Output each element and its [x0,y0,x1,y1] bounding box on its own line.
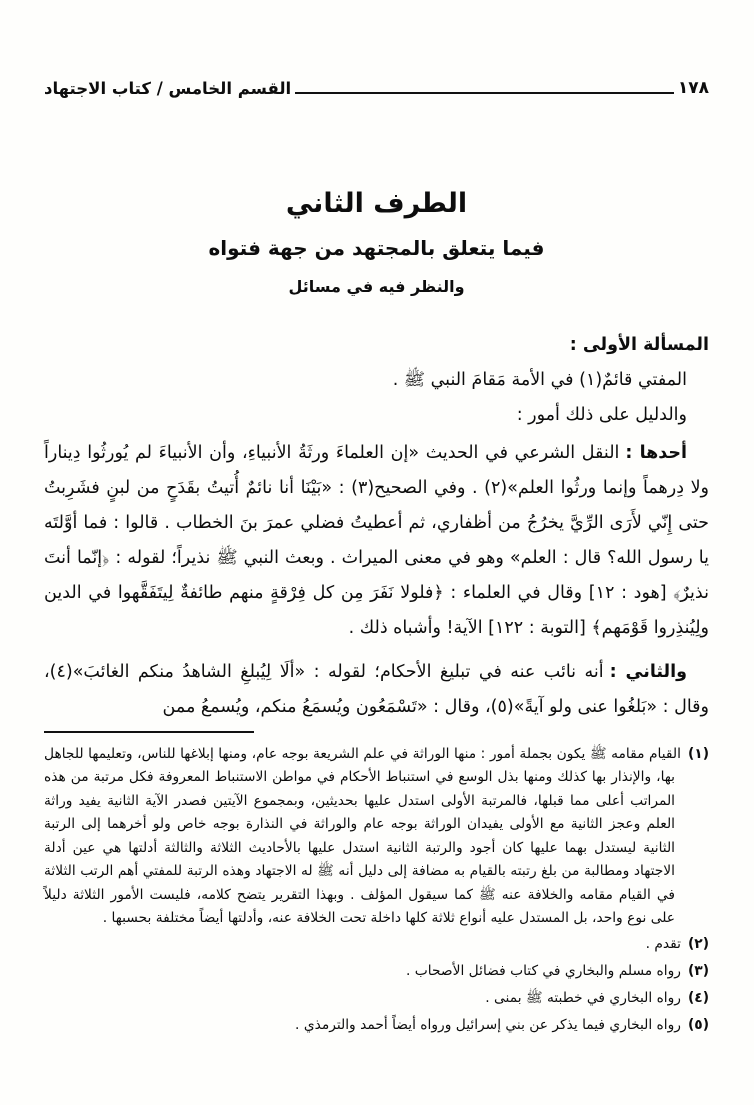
footnote-text: القيام مقامه ﷺ يكون بجملة أمور : منها الوراثة في علم الشريعة بوجه عام، ومنها إبلاغها للناس، وتعليمها للجاهل بها، والإنذار بها كذلك ومنها بذل الوسع في استنباط الأحكام في مواطن الاستنباط المعروفة فكل مرتبة من هذه المراتب أعلى مما قبلها، فالمرتبة الأولى استدل عليها بحديثين، وبمجموع الآيتين فصدر الآية الثانية يفيد وراثة العلم وعجز الثانية مع الأولى يفيدان الوراثة بوجه عام والوراثة في النذارة بوجه خاص ولو أخرهما إلى الرتبة الثانية ليستدل بهما عليها كان أجود والرتبة الثانية استدل عليها بالأحاديث الثلاثة والثالثة أدلتها هي عين أدلة الاجتهاد ومطالبة من بلغ رتبته بالقيام به مضافة إلى دليل أنه ﷺ له الاجتهاد وهذه الرتبة للمفتي أهم الرتب الثلاثة في القيام مقامه والخلافة عنه ﷺ كما سيقول المؤلف . وبهذا التقرير يتضح كلامه، فليست الأمور الثلاثة دليلاً على نوع واحد، بل المستدل عليه أنواع ثلاثة كلها داخلة تحت الخلافة عنه، وأدلتها أيضاً مختلفة بحسبها . [44,745,681,927]
body-text [44,328,709,725]
footnotes [44,743,709,1039]
section-title: القسم الخامس / كتاب الاجتهاد [44,79,292,98]
footnote-3 [44,958,709,985]
footnote-text: رواه البخاري فيما يذكر عن بني إسرائيل ورواه أيضاً أحمد والترمذي . [295,1016,681,1033]
chapter-title: الطرف الثاني [285,188,468,219]
issue-heading: المسألة الأولى : [569,334,709,355]
footnote-separator [44,731,254,733]
footnote-text: رواه البخاري في خطبته ﷺ بمنى . [485,989,681,1006]
paragraph-text: أنه نائب عنه في تبليغ الأحكام؛ لقوله : «ألَا لِيُبلغِ الشاهدُ منكم الغائبَ»(٤)، وقال : «بَلغُوا عنى ولو آيةً»(٥)، وقال : «تَسْمَعُون ويُسمَعُ منكم، ويُسمعُ ممن [44,661,709,717]
paragraph-first-proof [44,436,709,646]
paragraph-text: النقل الشرعي في الحديث «إن العلماءَ ورثَةُ الأنبياءِ، وأن الأنبياءَ لم يُورثُوا دِيناراً ولا دِرهماً وإنما ورثُوا العلم»(٢) . وفي الصحيح(٣) : «بَيْنَا أنا نائمٌ أُتيتُ بقَدَحٍ من لبنٍ فشَرِبتُ حتى إِنّي لأَرَى الرِّيَّ يخرُجُ من أظفاري، ثم أعطيتُ فضلي عمرَ بنَ الخطاب . قالوا : فما أوَّلتَه يا رسول الله؟ قال : العلم» وهو في معنى الميراث . وبعث النبي ﷺ نذيراً؛ لقوله : ﴿إنّما أنتَ نذيرٌ﴾ [هود : ١٢] وقال في العلماء : ﴿فلولا نَفَرَ مِن كل فِرْقةٍ منهم طائفةٌ لِيتَفَقَّهوا في الدين ولِيُنذِروا قَوْمَهم﴾ [التوبة : ١٢٢] الآية! وأشباه ذلك . [44,442,709,638]
running-header [44,78,709,98]
footnote-number: (١) [687,745,709,762]
footnote-number: (٥) [687,1016,709,1033]
chapter-subtitle-secondary: والنظر فيه في مسائل [288,277,465,297]
chapter-subtitle: فيما يتعلق بالمجتهد من جهة فتواه [208,236,545,261]
page-content [44,0,709,1039]
body-line-intro: المفتي قائمٌ(١) في الأمة مَقامَ النبي ﷺ . [392,369,687,390]
header-rule [295,92,674,94]
page-number: ١٧٨ [677,78,709,98]
chapter-title-block [44,186,709,298]
footnote-text: تقدم . [645,935,681,952]
footnote-5 [44,1012,709,1039]
footnote-text: رواه مسلم والبخاري في كتاب فضائل الأصحاب . [406,962,681,979]
paragraph-second-proof [44,655,709,725]
footnote-1 [44,743,709,931]
footnote-number: (٢) [687,935,709,952]
footnote-4 [44,985,709,1012]
paragraph-lead: والثاني : [609,661,687,682]
footnote-number: (٣) [687,962,709,979]
paragraph-lead: أحدها : [625,442,687,463]
body-line-evidence: والدليل على ذلك أمور : [516,404,687,425]
footnote-2 [44,931,709,958]
footnote-number: (٤) [687,989,709,1006]
